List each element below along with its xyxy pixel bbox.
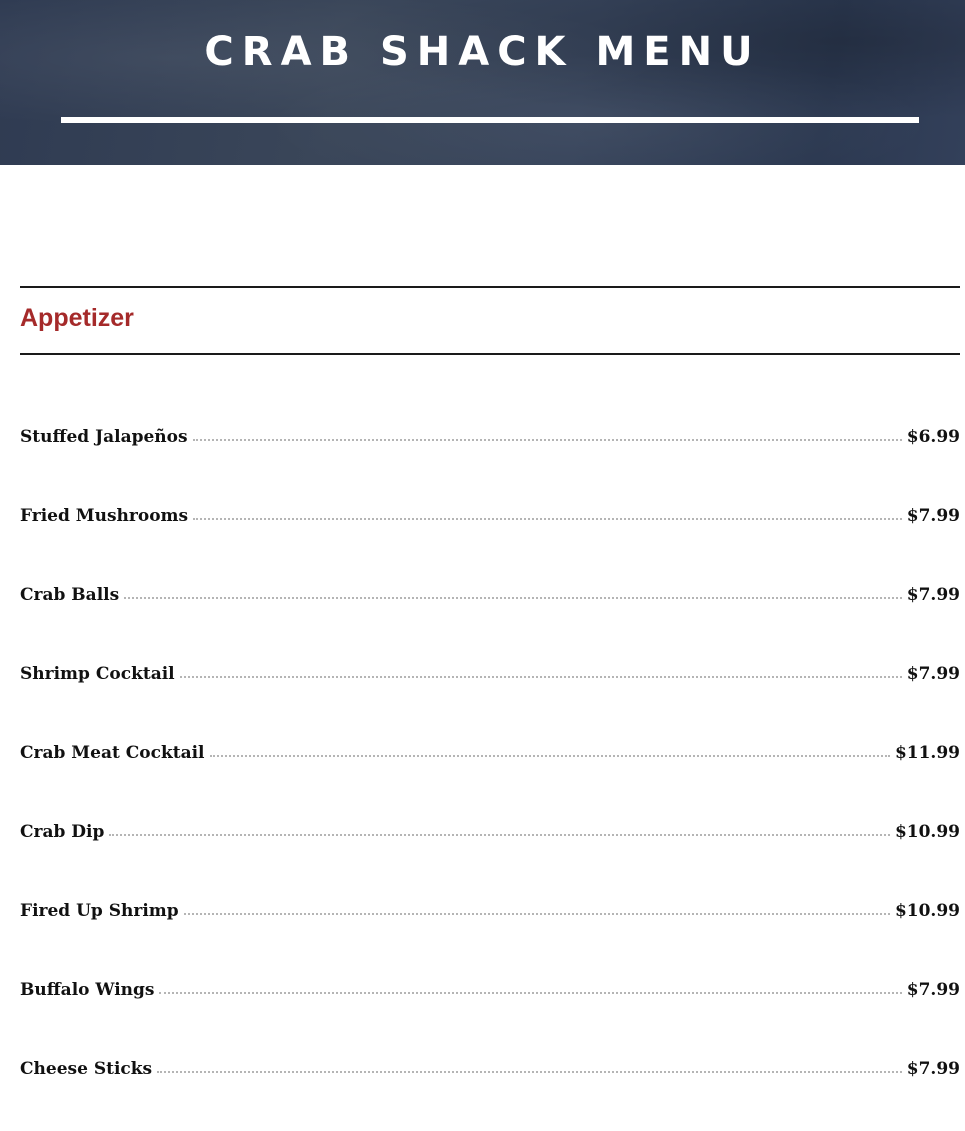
section-title: Appetizer <box>20 304 134 332</box>
menu-item-price: $11.99 <box>894 743 960 763</box>
menu-item-price: $6.99 <box>906 427 960 447</box>
menu-item-price: $7.99 <box>906 585 960 605</box>
dotted-leader <box>184 913 890 915</box>
menu-item <box>20 736 960 815</box>
menu-item-name: Fried Mushrooms <box>20 506 189 526</box>
dotted-leader <box>193 439 902 441</box>
section-bottom-divider <box>20 353 960 355</box>
menu-item <box>20 815 960 894</box>
menu-item-name: Shrimp Cocktail <box>20 664 175 684</box>
menu-item <box>20 578 960 657</box>
menu-header-banner <box>0 0 965 165</box>
menu-item <box>20 894 960 973</box>
menu-item <box>20 657 960 736</box>
menu-item-price: $10.99 <box>894 901 960 921</box>
dotted-leader <box>180 676 902 678</box>
menu-item-price: $7.99 <box>906 980 960 1000</box>
header-divider <box>61 117 919 123</box>
page-title: CRAB SHACK MENU <box>204 29 761 75</box>
menu-item-price: $7.99 <box>906 506 960 526</box>
menu-item-name: Crab Meat Cocktail <box>20 743 205 763</box>
dotted-leader <box>157 1071 902 1073</box>
menu-item-name: Cheese Sticks <box>20 1059 153 1079</box>
menu-item-name: Stuffed Jalapeños <box>20 427 188 447</box>
menu-item <box>20 973 960 1052</box>
dotted-leader <box>193 518 902 520</box>
menu-item-name: Crab Balls <box>20 585 120 605</box>
menu-item <box>20 499 960 578</box>
menu-item-name: Crab Dip <box>20 822 105 842</box>
menu-item-price: $7.99 <box>906 664 960 684</box>
dotted-leader <box>124 597 902 599</box>
menu-item-name: Fired Up Shrimp <box>20 901 179 921</box>
menu-item-name: Buffalo Wings <box>20 980 155 1000</box>
menu-item-list <box>20 420 960 1131</box>
menu-item <box>20 1052 960 1131</box>
dotted-leader <box>159 992 901 994</box>
section-top-divider <box>20 286 960 288</box>
dotted-leader <box>109 834 890 836</box>
dotted-leader <box>210 755 890 757</box>
menu-item <box>20 420 960 499</box>
menu-item-price: $10.99 <box>894 822 960 842</box>
menu-item-price: $7.99 <box>906 1059 960 1079</box>
